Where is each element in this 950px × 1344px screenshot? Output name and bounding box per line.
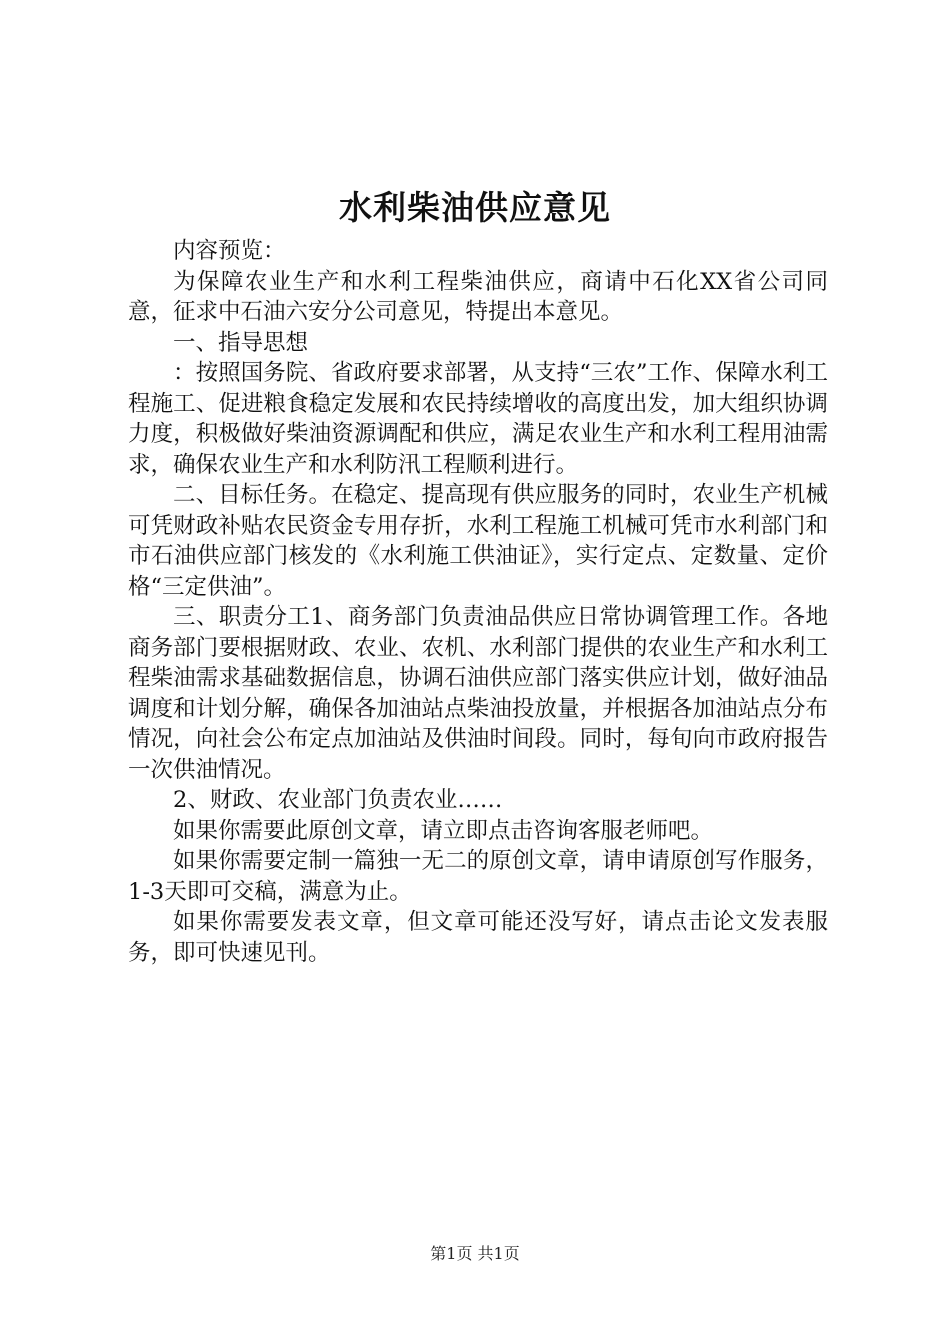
document-title: 水利柴油供应意见 [339, 188, 611, 227]
paragraph-consult-link[interactable]: 如果你需要此原创文章，请立即点击咨询客服老师吧。 [173, 817, 714, 844]
paragraph-publish-service[interactable]: 如果你需要发表文章，但文章可能还没写好，请点击论文发表服务，即可快速见刊。 [128, 909, 828, 966]
paragraph-finance-agriculture: 2、财政、农业部门负责农业…… [173, 787, 503, 813]
paragraph-custom-writing[interactable]: 如果你需要定制一篇独一无二的原创文章，请申请原创写作服务，1-3天即可交稿，满意为止。 [128, 848, 828, 905]
paragraph-guiding-thought: ：按照国务院、省政府要求部署，从支持“三农”工作、保障水利工程施工、促进粮食稳定发展和农民持续增收的高度出发，加大组织协调力度，积极做好柴油资源调配和供应，满足农业生产和水利工程用油需求，确保农业生产和水利防汛工程顺利进行。 [128, 360, 828, 478]
paragraph-goals: 二、目标任务。在稳定、提高现有供应服务的同时，农业生产机械可凭财政补贴农民资金专用存折，水利工程施工机械可凭市水利部门和市石油供应部门核发的《水利施工供油证》，实行定点、定数量、定价格“三定供油”。 [128, 482, 828, 600]
paragraph-intro: 为保障农业生产和水利工程柴油供应，商请中石化XX省公司同意，征求中石油六安分公司意见，特提出本意见。 [128, 268, 828, 325]
document-body [128, 236, 828, 968]
page-number-footer: 第1页 共1页 [430, 1244, 520, 1263]
heading-guiding-thought: 一、指导思想 [173, 329, 309, 356]
paragraph-responsibilities: 三、职责分工1、商务部门负责油品供应日常协调管理工作。各地商务部门要根据财政、农业、农机、水利部门提供的农业生产和水利工程柴油需求基础数据信息，协调石油供应部门落实供应计划，做好油品调度和计划分解，确保各加油站点柴油投放量，并根据各加油站点分布情况，向社会公布定点加油站及供油时间段。同时，每旬向市政府报告一次供油情况。 [128, 604, 828, 783]
paragraph-preview-label: 内容预览： [173, 238, 286, 264]
